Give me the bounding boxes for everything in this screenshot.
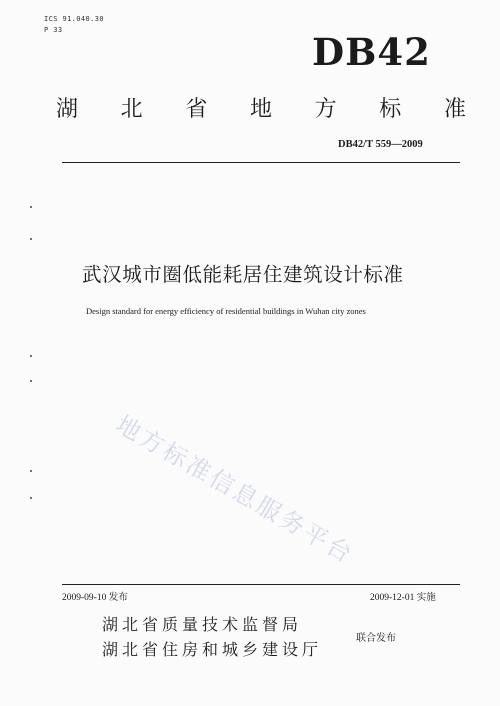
title-chinese: 武汉城市圈低能耗居住建筑设计标准 <box>82 263 404 286</box>
standard-type-char: 地 <box>249 97 272 122</box>
scan-speck <box>30 497 32 499</box>
scan-speck <box>30 206 32 208</box>
bottom-divider <box>62 584 460 585</box>
issuer-line-2: 湖北省住房和城乡建设厅 <box>102 640 323 659</box>
standard-code: DB42 <box>312 30 431 74</box>
classification-codes <box>44 14 104 36</box>
standard-type-char: 北 <box>120 97 143 122</box>
scan-speck <box>30 470 32 472</box>
standard-type-char: 方 <box>314 97 337 122</box>
scan-speck <box>30 238 32 240</box>
watermark: 地方标准信息服务平台 <box>111 410 359 570</box>
standard-type-heading <box>56 92 466 123</box>
standard-type-char: 省 <box>185 97 208 122</box>
title-english: Design standard for energy efficiency of residential buildings in Wuhan city zones <box>86 306 366 316</box>
standard-type-char: 标 <box>379 97 402 122</box>
joint-issue-label: 联合发布 <box>356 633 396 644</box>
implementation-date: 2009-12-01 实施 <box>370 593 436 603</box>
top-divider <box>62 162 460 163</box>
standard-type-char: 湖 <box>56 97 79 122</box>
publish-date: 2009-09-10 发布 <box>62 593 128 603</box>
scan-speck <box>30 380 32 382</box>
scan-speck <box>30 355 32 357</box>
issuer-line-1: 湖北省质量技术监督局 <box>102 615 303 634</box>
standard-type-char: 准 <box>443 97 466 122</box>
ics-code: ICS 91.040.30 <box>44 15 104 23</box>
standard-number: DB42/T 559—2009 <box>338 139 423 150</box>
ccs-code: P 33 <box>44 26 63 34</box>
